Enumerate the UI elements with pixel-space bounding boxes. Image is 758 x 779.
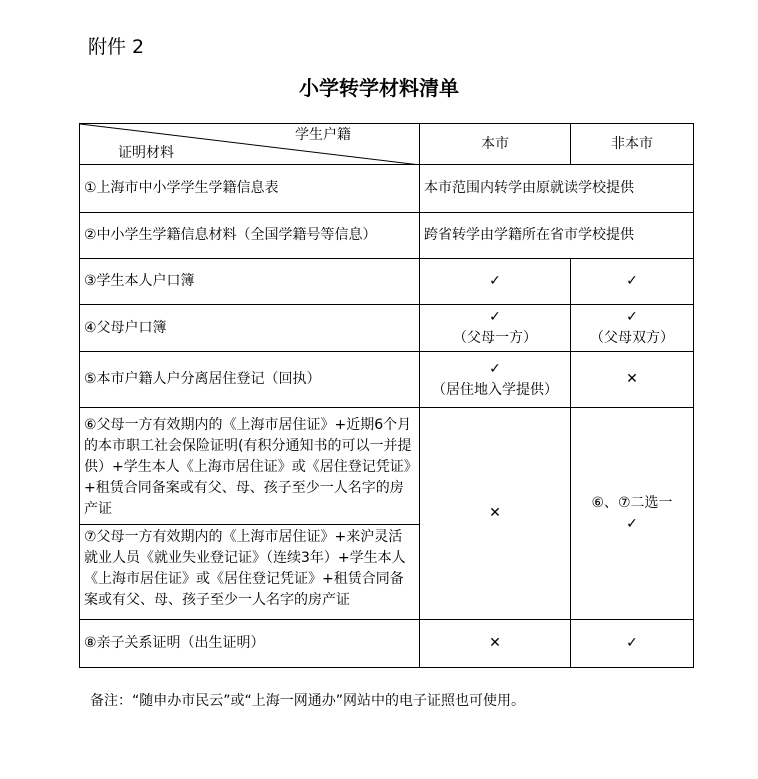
check-mark: ✓: [571, 620, 694, 668]
cross-mark: ✕: [571, 352, 694, 408]
row-item: ⑦父母一方有效期内的《上海市居住证》+来沪灵活就业人员《就业失业登记证》（连续3年）+学生本人《上海市居住证》或《居住登记凭证》+租赁合同备案或有父、母、孩子至少一人名字的房产证: [80, 524, 419, 615]
row-item: ⑤本市户籍人户分离居住登记（回执）: [80, 352, 420, 408]
local-cell: [420, 305, 571, 352]
row-item: ③学生本人户口簿: [80, 259, 420, 305]
footnote: 备注：“随申办市民云”或“上海一网通办”网站中的电子证照也可使用。: [90, 693, 526, 709]
cell-note: （父母双方）: [590, 330, 674, 346]
row-header-label: 学生户籍: [295, 127, 351, 143]
header-local: 本市: [420, 124, 571, 165]
header-nonlocal: 非本市: [571, 124, 694, 165]
table-row: [80, 408, 694, 620]
check-mark: ✓: [626, 515, 638, 532]
nonlocal-cell: [571, 305, 694, 352]
diagonal-header-cell: [80, 124, 420, 165]
check-mark: ✓: [420, 259, 571, 305]
row-item: ②中小学生学籍信息材料（全国学籍号等信息）: [80, 213, 420, 259]
cell-note: （居住地入学提供）: [432, 381, 558, 398]
cell-note: （父母一方）: [453, 330, 537, 346]
row-item: ⑥父母一方有效期内的《上海市居住证》+近期6个月的本市职工社会保险证明(有积分通知书的可以一并提供）+学生本人《上海市居住证》或《居住登记凭证》+租赁合同备案或有父、母、孩子至少一人名字的房产证: [84, 416, 412, 517]
row-item: ①上海市中小学学生学籍信息表: [80, 165, 420, 213]
check-mark: ✓: [489, 360, 501, 377]
table-row: [80, 165, 694, 213]
table-row: [80, 305, 694, 352]
row-merged-note: 跨省转学由学籍所在省市学校提供: [420, 213, 694, 259]
attachment-label: 附件 2: [88, 36, 145, 58]
col-header-label: 证明材料: [118, 145, 174, 161]
page-title: 小学转学材料清单: [299, 76, 459, 100]
table-row: [80, 352, 694, 408]
cross-mark: ✕: [420, 408, 571, 620]
row-item: ④父母户口簿: [80, 305, 420, 352]
combined-item-cell: [80, 408, 420, 620]
cross-mark: ✕: [420, 620, 571, 668]
row-item: ⑧亲子关系证明（出生证明）: [80, 620, 420, 668]
check-mark: ✓: [489, 309, 501, 325]
check-mark: ✓: [626, 309, 638, 325]
row-merged-note: 本市范围内转学由原就读学校提供: [420, 165, 694, 213]
materials-table: [79, 123, 694, 668]
nonlocal-cell: [571, 408, 694, 620]
choice-note: ⑥、⑦二选一: [591, 494, 673, 511]
check-mark: ✓: [571, 259, 694, 305]
local-cell: [420, 352, 571, 408]
table-row: [80, 620, 694, 668]
table-row: [80, 259, 694, 305]
table-row: [80, 213, 694, 259]
table-header-row: [80, 124, 694, 165]
